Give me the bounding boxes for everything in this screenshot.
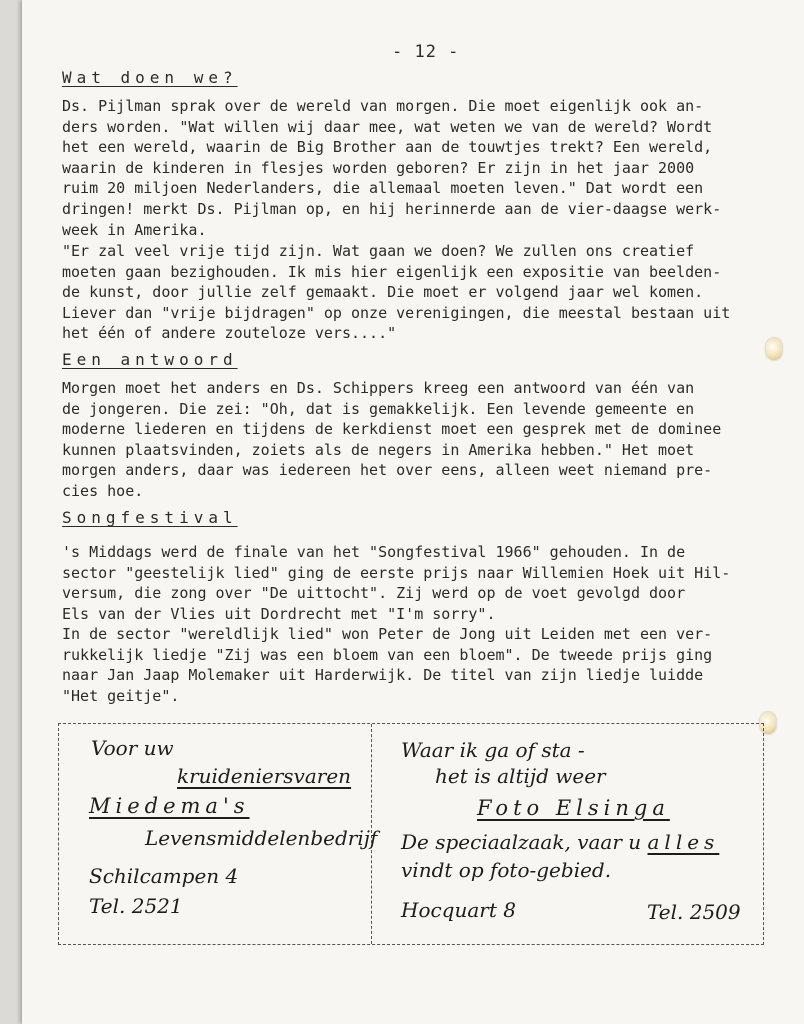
ad-elsinga-name: Foto Elsinga	[477, 796, 670, 820]
text-line: waarin de kinderen in flesjes worden geboren? Er zijn in het jaar 2000	[62, 158, 695, 177]
text-line: ders worden. "Wat willen wij daar mee, wat weten we van de wereld? Wordt	[62, 117, 713, 136]
binding-hole-upper	[766, 338, 782, 360]
text-line: "Het geitje".	[62, 686, 180, 705]
ad-miedema-phone: Tel. 2521	[89, 894, 183, 918]
page-number: - 12 -	[392, 42, 460, 62]
paragraph	[62, 624, 762, 706]
ad-miedema-tagline: kruideniersvaren	[177, 764, 352, 788]
text-line: dringen! merkt Ds. Pijlman op, en hij herinnerde aan de vier-daagse werk-	[62, 199, 722, 218]
text-line: kunnen plaatsvinden, zoiets als de negers in Amerika hebben." Het moet	[62, 440, 695, 459]
ad-elsinga-address: Hocquart 8	[401, 898, 516, 922]
ad-elsinga-slogan	[401, 830, 719, 854]
text-line: week in Amerika.	[62, 220, 207, 239]
ad-miedema-address: Schilcampen 4	[89, 864, 239, 888]
ad-elsinga-slogan-emphasis: alles	[647, 830, 720, 854]
text-line: de jongeren. Die zei: "Oh, dat is gemakkelijk. Een levende gemeente en	[62, 399, 695, 418]
text-line: de kunst, door jullie zelf gemaakt. Die moet er volgend jaar wel komen.	[62, 283, 704, 302]
text-line: morgen anders, daar was iedereen het over eens, alleen weet niemand pre-	[62, 461, 713, 480]
text-line: Els van der Vlies uit Dordrecht met "I'm sorry".	[62, 604, 496, 623]
section-heading-wat-doen-we: Wat doen we?	[62, 68, 238, 87]
text-line: Ds. Pijlman sprak over de wereld van morgen. Die moet eigenlijk ook an-	[62, 97, 704, 115]
ad-elsinga-slogan-continued: vindt op foto-gebied.	[401, 858, 612, 882]
text-line: cies hoe.	[62, 481, 144, 500]
text-line: 's Middags werd de finale van het "Songfestival 1966" gehouden. In de	[62, 543, 686, 561]
text-line: In de sector "wereldlijk lied" won Peter de Jong uit Leiden met een ver-	[62, 625, 713, 643]
paragraph	[62, 241, 762, 344]
text-line: ruim 20 miljoen Nederlanders, die allemaal moeten leven." Dat wordt een	[62, 179, 704, 198]
ad-miedema-intro: Voor uw	[91, 736, 174, 760]
ad-miedema-name: Miedema's	[89, 794, 250, 818]
text-line: Morgen moet het anders en Ds. Schippers kreeg een antwoord van één van	[62, 379, 695, 397]
text-line: Liever dan "vrije bijdragen" op onze verenigingen, die meestal bestaan uit	[62, 303, 731, 322]
text-line: het een wereld, waarin de Big Brother aan de touwtjes trekt? Een wereld,	[62, 138, 713, 157]
paragraph	[62, 378, 762, 502]
ad-elsinga-phone: Tel. 2509	[647, 900, 741, 924]
paragraph	[62, 96, 762, 240]
ad-elsinga-tagline: het is altijd weer	[435, 764, 606, 788]
text-line: moderne liederen en tijdens de kerkdienst moet een gesprek met de dominee	[62, 420, 722, 439]
text-line: sector "geestelijk lied" ging de eerste prijs naar Willemien Hoek uit Hil-	[62, 563, 731, 582]
document-page	[22, 0, 804, 1024]
section-heading-een-antwoord: Een antwoord	[62, 350, 238, 369]
ad-elsinga-slogan-text: De speciaalzaak, vaar u	[401, 830, 648, 854]
ad-miedema-subtitle: Levensmiddelenbedrijf	[145, 826, 378, 850]
section-heading-songfestival: Songfestival	[62, 508, 238, 527]
advertisement-box	[58, 723, 764, 945]
text-line: rukkelijk liedje "Zij was een bloem van een bloem". De tweede prijs ging	[62, 645, 713, 664]
text-line: "Er zal veel vrije tijd zijn. Wat gaan we doen? We zullen ons creatief	[62, 242, 695, 260]
ad-elsinga-intro: Waar ik ga of sta -	[401, 738, 585, 762]
text-line: naar Jan Jaap Molemaker uit Harderwijk. De titel van zijn liedje luidde	[62, 666, 704, 685]
text-line: het één of andere zouteloze vers...."	[62, 324, 397, 343]
paragraph	[62, 542, 762, 624]
text-line: moeten gaan bezighouden. Ik mis hier eigenlijk een expositie van beelden-	[62, 262, 722, 281]
text-line: versum, die zong over "De uittocht". Zij werd op de voet gevolgd door	[62, 584, 686, 603]
